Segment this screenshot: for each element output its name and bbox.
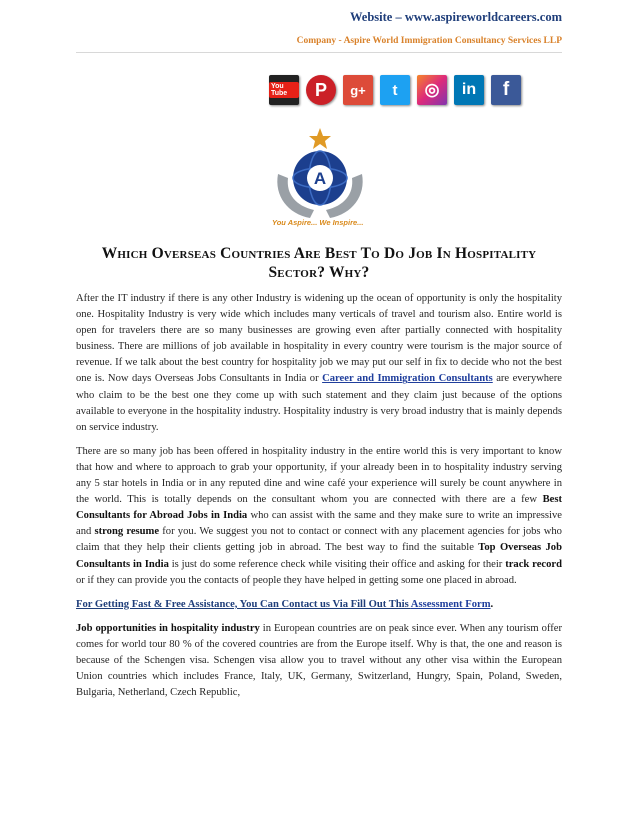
pinterest-label: P bbox=[314, 79, 327, 100]
career-consultants-link[interactable]: Career and Immigration Consultants bbox=[322, 373, 493, 385]
article-body bbox=[76, 291, 562, 709]
company-line: Company - Aspire World Immigration Consultancy Services LLP bbox=[296, 36, 562, 46]
bold-phrase: Job opportunities in hospitality industry bbox=[76, 622, 260, 634]
logo-star-icon bbox=[309, 128, 331, 149]
twitter-icon[interactable] bbox=[380, 75, 410, 105]
paragraph-1: After the IT industry if there is any other Industry is widening up the ocean of opportunity is only the hospitality one. Hospitality Industry is very wide which includes many verticals of travel and tourism also. Entire world is open for travelers there are so many businesses are growing even after partially connected with hospitality business. There are millions of job available in hospitality in every country were tourism is the major source of revenue. If we talk about the best country for hospitality job we may put our self in fix to decide who not the best one is. Now days Overseas Jobs Consultants in India or Career and Immigration Consultants are everywhere who claim to be the best one they come up with such statement and they claim just because of the options available to everyone in the hospitality industry. Hospitality industry is very broad industry that is mainly depends on service industry. bbox=[76, 293, 562, 433]
linkedin-icon[interactable] bbox=[454, 75, 484, 105]
twitter-label: t bbox=[392, 81, 398, 99]
assessment-form-link[interactable]: Assessment Form bbox=[410, 598, 491, 610]
youtube-icon[interactable] bbox=[269, 75, 299, 105]
social-icons bbox=[269, 75, 521, 105]
bold-phrase: Best Consultants for Abroad Jobs in India bbox=[76, 494, 562, 522]
logo-tagline: You Aspire... We Inspire... bbox=[272, 218, 364, 227]
facebook-label: f bbox=[502, 79, 510, 100]
youtube-label: You Tube bbox=[269, 82, 299, 98]
page-title: Which Overseas Countries Are Best To Do Job In Hospitality Sector? Why? bbox=[101, 245, 537, 281]
website-line: Website – www.aspireworldcareers.com bbox=[350, 10, 562, 24]
facebook-icon[interactable] bbox=[491, 75, 521, 105]
pinterest-icon[interactable] bbox=[306, 75, 336, 105]
logo-letter: A bbox=[313, 169, 327, 188]
bold-phrase: Top Overseas Job Consultants in India bbox=[76, 542, 562, 570]
header-divider bbox=[76, 52, 562, 53]
google-plus-icon[interactable] bbox=[343, 75, 373, 105]
cta-line: For Getting Fast & Free Assistance, You Can Contact us Via Fill Out This Assessment Form. bbox=[76, 598, 494, 610]
instagram-icon[interactable] bbox=[417, 75, 447, 105]
linkedin-label: in bbox=[461, 81, 477, 98]
paragraph-2: There are so many job has been offered in hospitality industry in the entire world this is very important to know that how and where to approach to grab your opportunity, if your already been in to hospitality industry serving any 5 star hotels in India or in any reputed dine and wine café your experience will surely be count anywhere in the world. This is totally depends on the consultant whom you are connected with there are a few Best Consultants for Abroad Jobs in India who can assist with the same and they make sure to write an impressive and strong resume for you. We suggest you not to contact or connect with any placement agencies for jobs who claim that they help their clients getting job in abroad. The best way to find the suitable Top Overseas Job Consultants in India is just do some reference check while visiting their office and asking for their track record or if they can provide you the contacts of people they have helped in getting some one placed in abroad. bbox=[76, 445, 562, 586]
company-logo bbox=[270, 126, 370, 232]
instagram-label: ◎ bbox=[424, 80, 440, 99]
google-plus-label: g+ bbox=[350, 82, 366, 98]
bold-phrase: track record bbox=[505, 558, 562, 570]
bold-phrase: strong resume bbox=[94, 526, 160, 538]
paragraph-3: Job opportunities in hospitality industry in European countries are on peak since ever. When any tourism offer comes for world tour 80 % of the covered countries are from the Europe itself. Why is that, the one and reason is because of the Schengen visa. Schengen visa allow you to travel without any other visa within the European Union countries which includes France, Italy, UK, Germany, Switzerland, Hungry, Spain, Poland, Sweden, Bulgaria, Netherland, Czech Republic, bbox=[76, 622, 562, 699]
cta-text: For Getting Fast & Free Assistance, You Can Contact us Via Fill Out This bbox=[76, 598, 411, 610]
